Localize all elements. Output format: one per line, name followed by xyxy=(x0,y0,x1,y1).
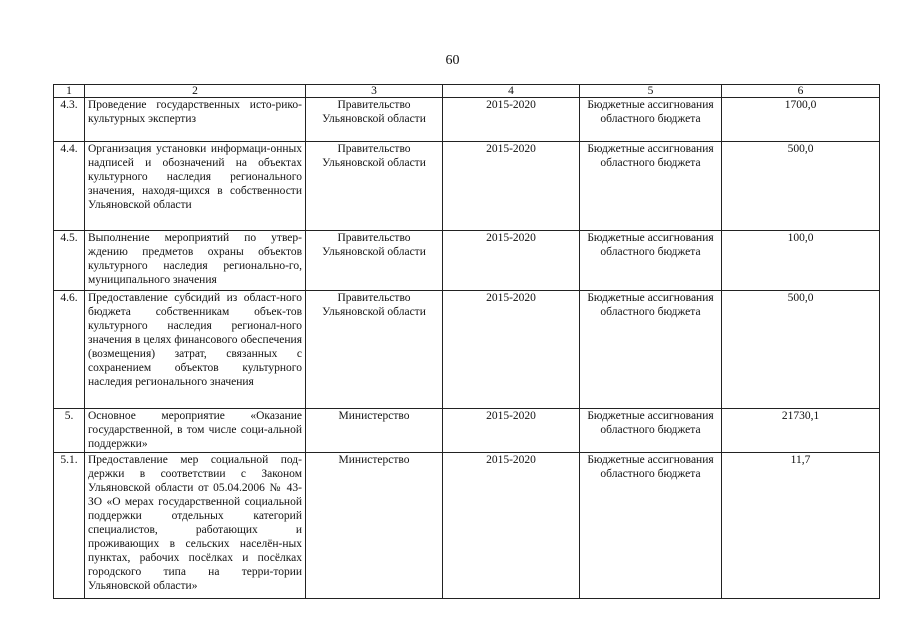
table-header xyxy=(54,85,880,98)
row-number: 5. xyxy=(54,409,85,453)
column-header: 4 xyxy=(443,85,580,98)
executor: Правительство Ульяновской области xyxy=(306,142,443,231)
period: 2015-2020 xyxy=(443,291,580,409)
executor: Правительство Ульяновской области xyxy=(306,98,443,142)
column-header: 6 xyxy=(722,85,880,98)
amount: 11,7 xyxy=(722,453,880,599)
period: 2015-2020 xyxy=(443,453,580,599)
amount: 100,0 xyxy=(722,231,880,291)
measure-name: Предоставление субсидий из област-ного бюджета собственникам объек-тов культурного наследия регионал-ного значения в целях финансового обеспечения (возмещения) затрат, связанных с сохранением объектов культурного наследия регионального значения xyxy=(85,291,306,409)
table-row xyxy=(54,142,880,231)
column-header: 1 xyxy=(54,85,85,98)
executor: Правительство Ульяновской области xyxy=(306,231,443,291)
row-number: 5.1. xyxy=(54,453,85,599)
amount: 21730,1 xyxy=(722,409,880,453)
column-header: 5 xyxy=(580,85,722,98)
funding-source: Бюджетные ассигнования областного бюджета xyxy=(580,409,722,453)
funding-source: Бюджетные ассигнования областного бюджета xyxy=(580,291,722,409)
table-row xyxy=(54,453,880,599)
executor: Министерство xyxy=(306,453,443,599)
table-row xyxy=(54,291,880,409)
measure-name: Предоставление мер социальной под-держки в соответствии с Законом Ульяновской области от 05.04.2006 № 43-ЗО «О мерах государственной социальной поддержки отдельных категорий специалистов, работающих и проживающих в сельских населён-ных пунктах, рабочих посёлках и посёлках городского типа на терри-тории Ульяновской области» xyxy=(85,453,306,599)
period: 2015-2020 xyxy=(443,409,580,453)
measure-name: Проведение государственных исто-рико-культурных экспертиз xyxy=(85,98,306,142)
measure-name: Выполнение мероприятий по утвер-ждению предметов охраны объектов культурного наследия регионально-го, муниципального значения xyxy=(85,231,306,291)
funding-source: Бюджетные ассигнования областного бюджета xyxy=(580,98,722,142)
column-header: 3 xyxy=(306,85,443,98)
page-number: 60 xyxy=(445,53,460,68)
table-row xyxy=(54,98,880,142)
amount: 500,0 xyxy=(722,291,880,409)
program-table xyxy=(53,84,880,599)
executor: Министерство xyxy=(306,409,443,453)
header-row xyxy=(54,85,880,98)
executor: Правительство Ульяновской области xyxy=(306,291,443,409)
period: 2015-2020 xyxy=(443,142,580,231)
column-header: 2 xyxy=(85,85,306,98)
measure-name: Основное мероприятие «Оказание государственной, в том числе соци-альной поддержки» xyxy=(85,409,306,453)
period: 2015-2020 xyxy=(443,98,580,142)
row-number: 4.3. xyxy=(54,98,85,142)
amount: 1700,0 xyxy=(722,98,880,142)
table-row xyxy=(54,409,880,453)
funding-source: Бюджетные ассигнования областного бюджета xyxy=(580,142,722,231)
row-number: 4.5. xyxy=(54,231,85,291)
row-number: 4.6. xyxy=(54,291,85,409)
amount: 500,0 xyxy=(722,142,880,231)
period: 2015-2020 xyxy=(443,231,580,291)
funding-source: Бюджетные ассигнования областного бюджета xyxy=(580,231,722,291)
table-row xyxy=(54,231,880,291)
measure-name: Организация установки информаци-онных надписей и обозначений на объектах культурного наследия регионального значения, находя-щихся в собственности Ульяновской области xyxy=(85,142,306,231)
funding-source: Бюджетные ассигнования областного бюджета xyxy=(580,453,722,599)
table-body xyxy=(54,98,880,599)
row-number: 4.4. xyxy=(54,142,85,231)
